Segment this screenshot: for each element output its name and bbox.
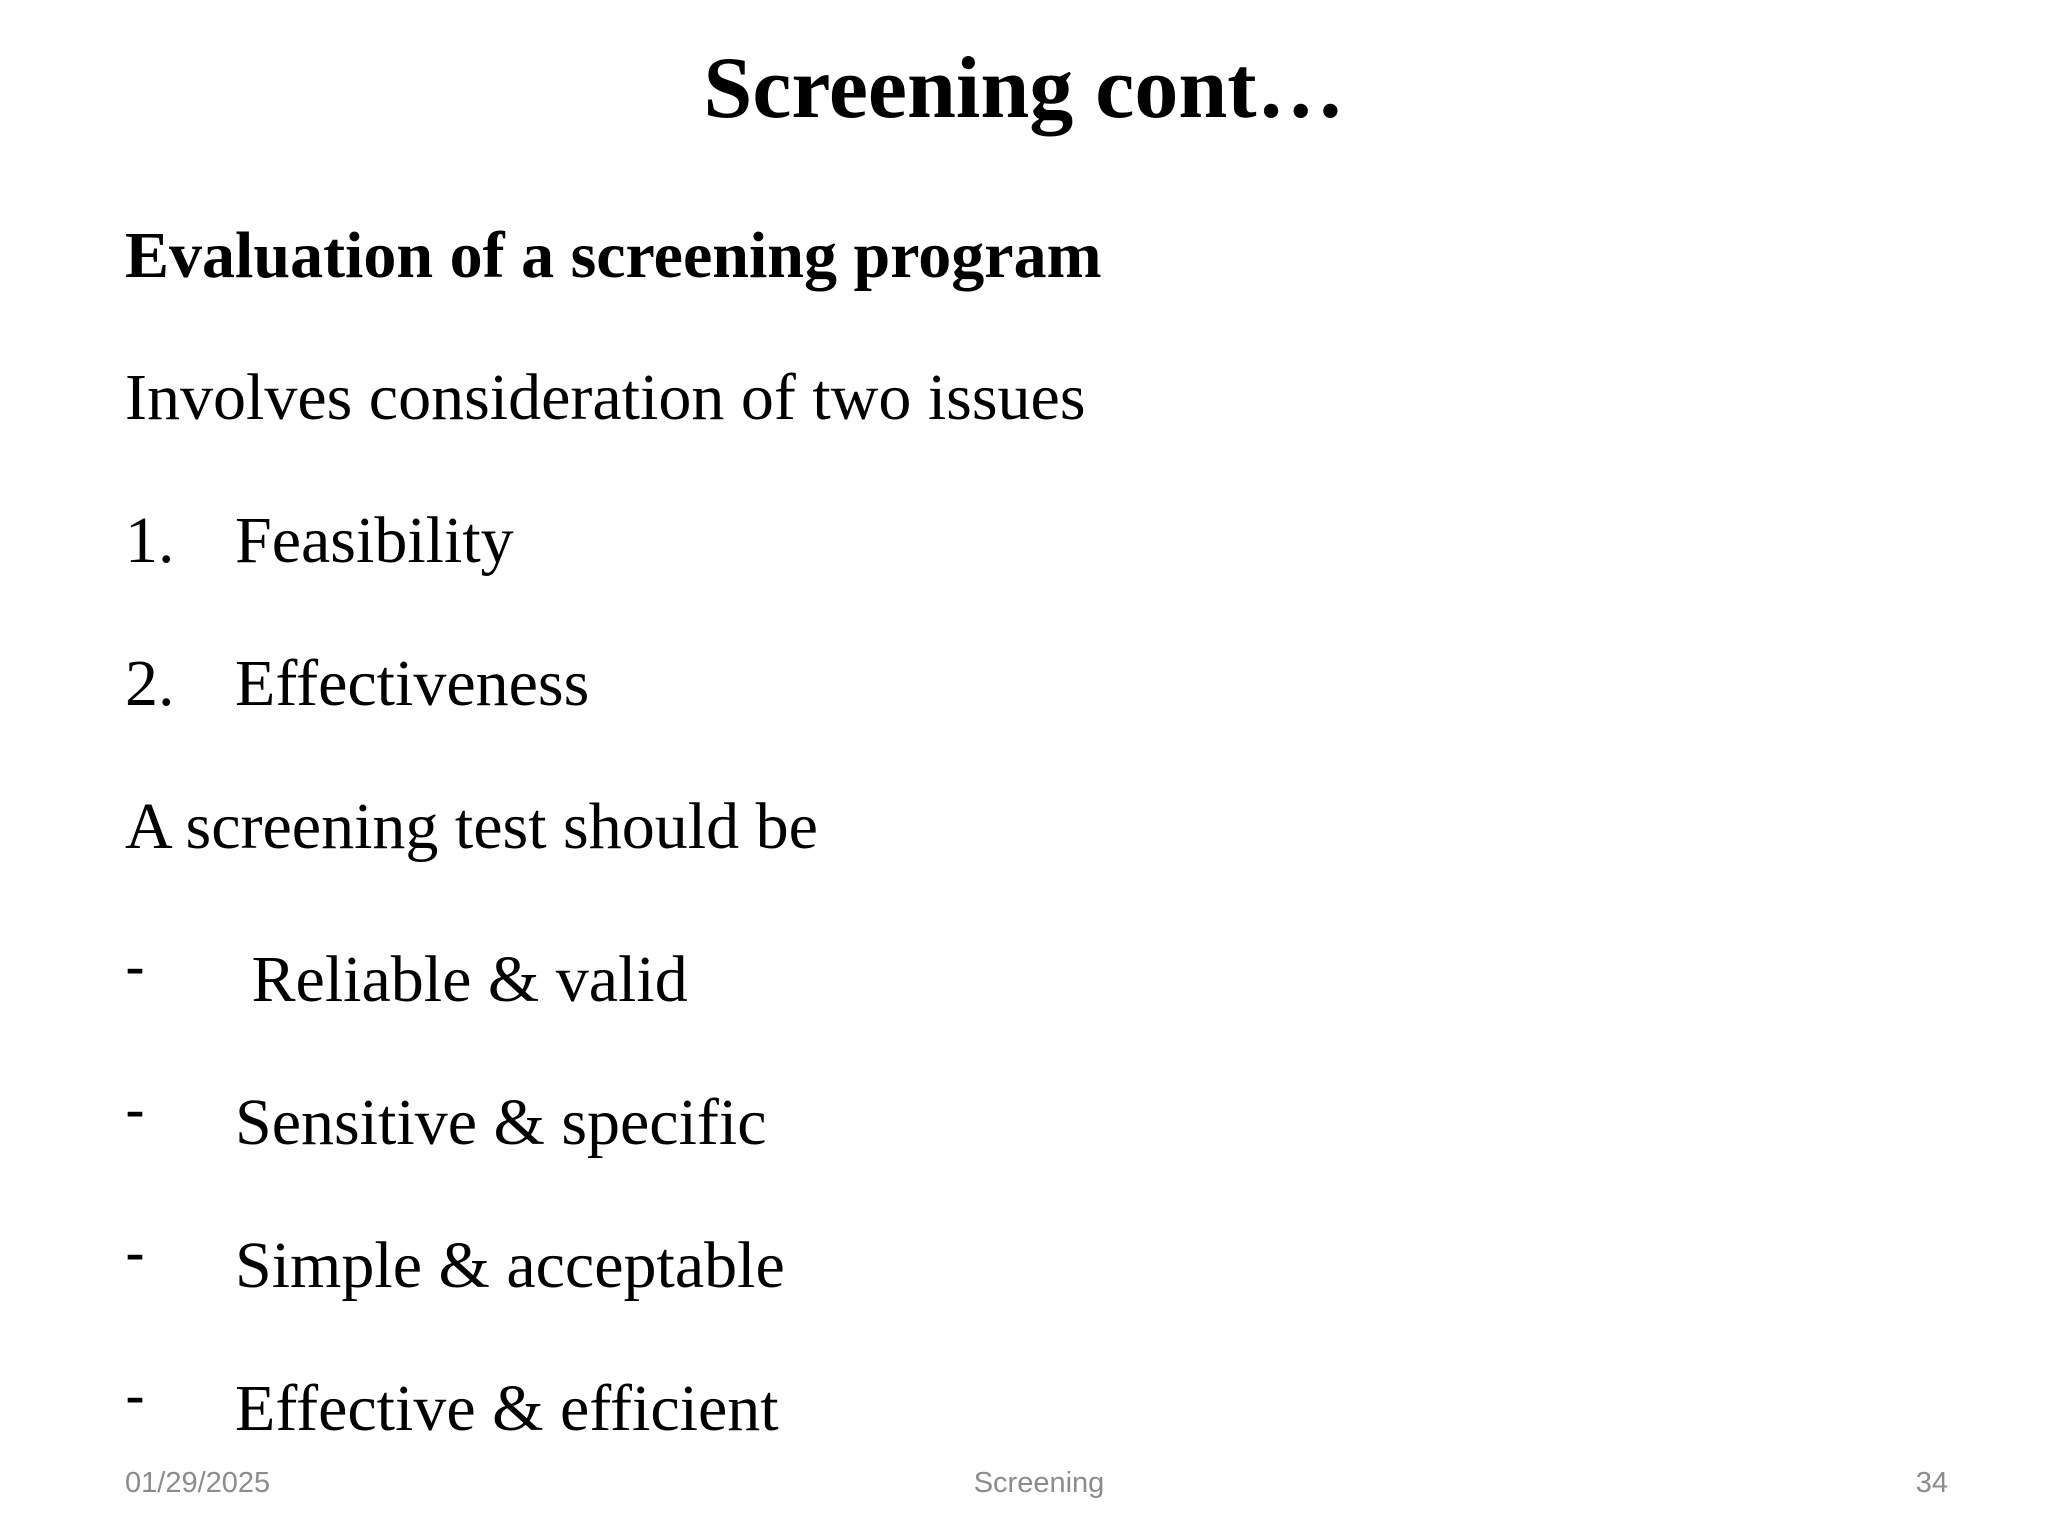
dash-bullet: - bbox=[125, 933, 145, 1000]
lead-text: A screening test should be bbox=[125, 790, 818, 863]
bullet-text: Simple & acceptable bbox=[235, 1229, 785, 1302]
bullet-text: Reliable & valid bbox=[235, 943, 688, 1016]
numbered-item bbox=[125, 648, 589, 721]
bullet-item bbox=[125, 1077, 767, 1160]
bullet-item bbox=[125, 1363, 779, 1446]
bullet-item bbox=[125, 1220, 785, 1303]
bullet-item bbox=[125, 934, 688, 1017]
bullet-text: Sensitive & specific bbox=[235, 1086, 767, 1159]
dash-bullet: - bbox=[125, 1362, 145, 1429]
list-number: 2. bbox=[125, 647, 175, 720]
footer-date: 01/29/2025 bbox=[125, 1467, 271, 1499]
dash-bullet: - bbox=[125, 1076, 145, 1143]
list-item-text: Feasibility bbox=[235, 504, 514, 577]
slide-title: Screening cont… bbox=[703, 40, 1345, 137]
numbered-item bbox=[125, 505, 514, 578]
dash-bullet: - bbox=[125, 1219, 145, 1286]
section-heading: Evaluation of a screening program bbox=[125, 219, 1102, 292]
list-number: 1. bbox=[125, 504, 175, 577]
intro-text: Involves consideration of two issues bbox=[125, 361, 1086, 434]
footer-title: Screening bbox=[973, 1467, 1105, 1499]
page-number: 34 bbox=[1915, 1467, 1948, 1499]
bullet-text: Effective & efficient bbox=[235, 1372, 779, 1445]
list-item-text: Effectiveness bbox=[235, 647, 590, 720]
